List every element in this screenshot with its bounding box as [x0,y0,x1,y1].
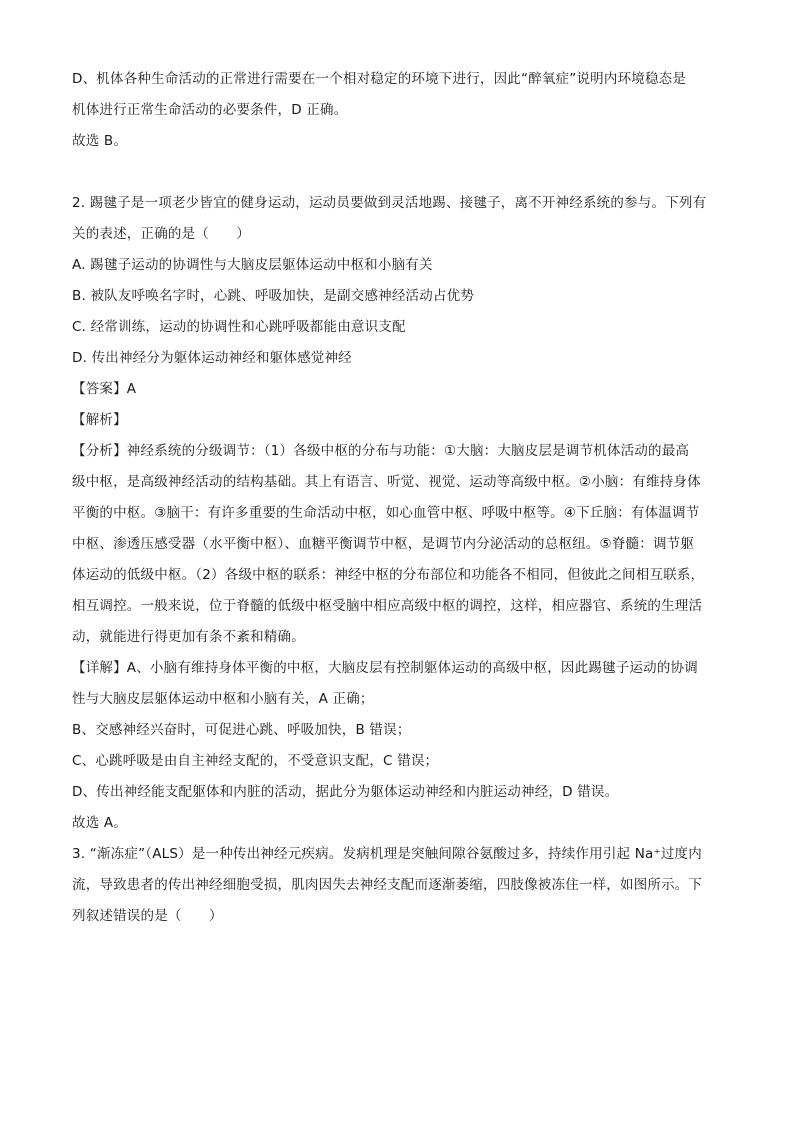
q2-stem-line2: 关的表述，正确的是（ ） [72,226,251,242]
document-page [72,64,722,932]
q2-analysis-line: 【分析】神经系统的分级调节：（1）各级中枢的分布与功能：①大脑：大脑皮层是调节机体活动的最高 [72,443,690,459]
q2-detail-line: B、交感神经兴奋时，可促进心跳、呼吸加快，B 错误； [72,722,411,738]
q2-detail-line: C、心跳呼吸是由自主神经支配的，不受意识支配，C 错误； [72,753,439,769]
q2-option-d: D. 传出神经分为躯体运动神经和躯体感觉神经 [72,350,352,366]
section-gap [72,157,722,188]
q2-analysis-line: 中枢、渗透压感受器（水平衡中枢）、血糖平衡调节中枢，是调节内分泌活动的总枢纽。⑤脊髓：调节躯 [72,536,695,552]
q2-detail-line: 【详解】A、小脑有维持身体平衡的中枢，大脑皮层有控制躯体运动的高级中枢，因此踢毽子运动的协调 [72,660,698,676]
q2-option-c: C. 经常训练，运动的协调性和心跳呼吸都能由意识支配 [72,319,406,335]
prev-option-d-line2: 机体进行正常生命活动的必要条件，D 正确。 [72,102,348,118]
q2-option-b: B. 被队友呼唤名字时，心跳、呼吸加快，是副交感神经活动占优势 [72,288,475,304]
q2-option-a: A. 踢毽子运动的协调性与大脑皮层躯体运动中枢和小脑有关 [72,257,433,273]
q2-analysis-line: 相互调控。一般来说，位于脊髓的低级中枢受脑中相应高级中枢的调控，这样，相应器官、系统的生理活 [72,598,703,614]
q2-analysis-heading: 【解析】 [72,412,127,428]
q2-detail-line: 性与大脑皮层躯体运动中枢和小脑有关，A 正确； [72,691,374,707]
q2-analysis-line: 平衡的中枢。③脑干：有许多重要的生命活动中枢，如心血管中枢、呼吸中枢等。④下丘脑：有体温调节 [72,505,700,521]
q2-detail-line: D、传出神经能支配躯体和内脏的活动，据此分为躯体运动神经和内脏运动神经，D 错误。 [72,784,619,800]
q3-stem-line: 3. “渐冻症”（ALS）是一种传出神经元疾病。发病机理是突触间隙谷氨酸过多，持续作用引起 Na⁺过度内 [72,846,702,862]
q2-choose: 故选 A。 [72,815,128,831]
q3-stem-line: 流，导致患者的传出神经细胞受损，肌肉因失去神经支配而逐渐萎缩，四肢像被冻住一样，如图所示。下 [72,877,703,893]
q2-analysis-line: 动，就能进行得更加有条不紊和精确。 [72,629,305,645]
q2-answer: 【答案】A [72,381,137,397]
q2-analysis-line: 体运动的低级中枢。（2）各级中枢的联系：神经中枢的分布部位和功能各不相同，但彼此之间相互联系， [72,567,705,583]
q2-stem-line1: 2. 踢毽子是一项老少皆宜的健身运动，运动员要做到灵活地踢、接毽子，离不开神经系统的参与。下列有 [72,195,707,211]
prev-option-d-line1: D、机体各种生命活动的正常进行需要在一个相对稳定的环境下进行，因此“醉氧症”说明内环境稳态是 [72,71,687,87]
prev-choose: 故选 B。 [72,133,128,149]
q2-analysis-line: 级中枢，是高级神经活动的结构基础。其上有语言、听觉、视觉、运动等高级中枢。②小脑：有维持身体 [72,474,701,490]
q3-stem-line: 列叙述错误的是（ ） [72,908,223,924]
